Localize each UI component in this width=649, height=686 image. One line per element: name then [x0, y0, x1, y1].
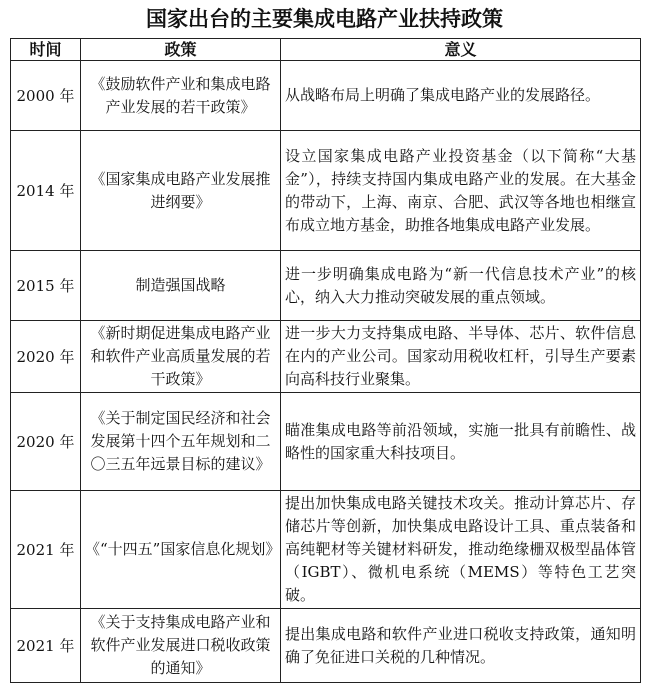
row-meaning: 提出集成电路和软件产业进口税收支持政策，通知明确了免征进口关税的几种情况。 [281, 609, 641, 683]
row-year: 2020 年 [11, 393, 81, 491]
row-year: 2021 年 [11, 491, 81, 609]
row-policy: 《“十四五”国家信息化规划》 [81, 491, 281, 609]
row-year: 2015 年 [11, 251, 81, 321]
header-policy: 政策 [81, 39, 281, 61]
table-row [11, 131, 641, 251]
row-year: 2014 年 [11, 131, 81, 251]
page-title: 国家出台的主要集成电路产业扶持政策 [146, 6, 503, 31]
row-meaning: 瞄准集成电路等前沿领域，实施一批具有前瞻性、战略性的国家重大科技项目。 [281, 393, 641, 491]
row-meaning: 进一步明确集成电路为“新一代信息技术产业”的核心，纳入大力推动突破发展的重点领域。 [281, 251, 641, 321]
row-year: 2021 年 [11, 609, 81, 683]
policy-table [10, 38, 641, 683]
row-policy: 《鼓励软件产业和集成电路产业发展的若干政策》 [81, 61, 281, 131]
table-row [11, 321, 641, 393]
row-meaning: 从战略布局上明确了集成电路产业的发展路径。 [281, 61, 641, 131]
row-policy: 制造强国战略 [81, 251, 281, 321]
table-row [11, 393, 641, 491]
header-time: 时间 [11, 39, 81, 61]
row-year: 2020 年 [11, 321, 81, 393]
table-row [11, 609, 641, 683]
header-meaning: 意义 [281, 39, 641, 61]
table-header-row [11, 39, 641, 61]
row-meaning: 设立国家集成电路产业投资基金（以下简称“大基金”），持续支持国内集成电路产业的发展。在大基金的带动下，上海、南京、合肥、武汉等各地也相继宣布成立地方基金，助推各地集成电路产业发展。 [281, 131, 641, 251]
row-meaning: 提出加快集成电路关键技术攻关。推动计算芯片、存储芯片等创新，加快集成电路设计工具、重点装备和高纯靶材等关键材料研发，推动绝缘栅双极型晶体管（IGBT）、微机电系统（MEMS）等特色工艺突破。 [281, 491, 641, 609]
table-row [11, 251, 641, 321]
row-policy: 《新时期促进集成电路产业和软件产业高质量发展的若干政策》 [81, 321, 281, 393]
row-year: 2000 年 [11, 61, 81, 131]
row-policy: 《国家集成电路产业发展推进纲要》 [81, 131, 281, 251]
table-row [11, 61, 641, 131]
row-policy: 《关于支持集成电路产业和软件产业发展进口税收政策的通知》 [81, 609, 281, 683]
row-meaning: 进一步大力支持集成电路、半导体、芯片、软件信息在内的产业公司。国家动用税收杠杆，引导生产要素向高科技行业聚集。 [281, 321, 641, 393]
row-policy: 《关于制定国民经济和社会发展第十四个五年规划和二〇三五年远景目标的建议》 [81, 393, 281, 491]
table-row [11, 491, 641, 609]
